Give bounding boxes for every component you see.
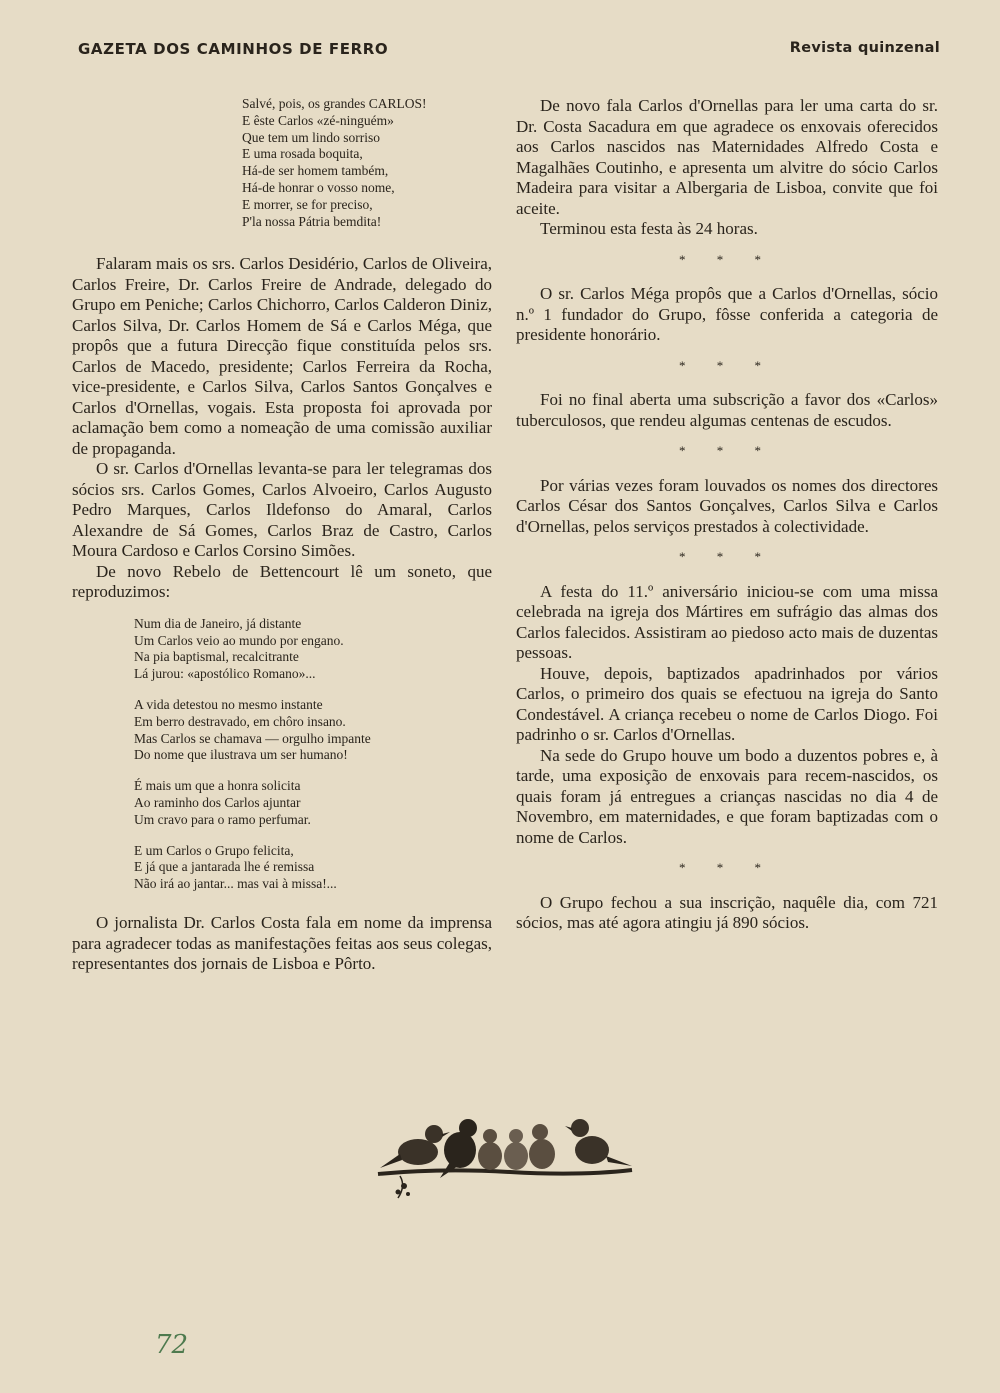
sonnet-stanza (134, 616, 492, 683)
poem-line: Há-de honrar o vosso nome, (242, 179, 395, 195)
sonnet-line: A vida detestou no mesmo instante (134, 697, 323, 713)
paragraph-subscription: Foi no final aberta uma subscrição a favor dos «Carlos» tuberculosos, que rendeu algumas centenas de escudos. (516, 390, 938, 430)
sonnet-line: Lá jurou: «apostólico Romano»... (134, 666, 316, 682)
page-number: 72 (155, 1330, 189, 1360)
page-header (78, 40, 940, 64)
paragraph-sonnet-intro: De novo Rebelo de Bettencourt lê um soneto, que reproduzimos: (72, 561, 492, 602)
sonnet-line: Um cravo para o ramo perfumar. (134, 811, 311, 827)
sonnet-stanza (134, 843, 492, 893)
poem-line: P'la nossa Pátria bemdita! (242, 213, 382, 229)
poem-line: E êste Carlos «zé-ninguém» (242, 112, 394, 128)
poem-line: E morrer, se for preciso, (242, 196, 373, 212)
sonnet-line: Em berro destravado, em chôro insano. (134, 713, 346, 729)
sonnet-line: É mais um que a honra solicita (134, 778, 301, 794)
left-column (72, 96, 492, 975)
paragraph-baptisms: Houve, depois, baptizados apadrinhados por vários Carlos, o primeiro dos quais se efectuou na igreja do Santo Condestável. A criança recebeu o nome de Carlos Diogo. Foi padrinho o sr. Carlos d'Ornellas. (516, 663, 938, 744)
poem-line: Há-de ser homem também, (242, 163, 389, 179)
magazine-subtitle: Revista quinzenal (789, 40, 940, 56)
paragraph-letter: De novo fala Carlos d'Ornellas para ler uma carta do sr. Dr. Costa Sacadura em que agradece os enxovais oferecidos aos Carlos nascidos nas Maternidades Alfredo Costa e Magalhães Coutinho, e apresenta um alvitre do sócio Carlos Madeira para visitar a Albergaria de Lisboa, convite que foi aceite. (516, 96, 938, 218)
poem-salve (242, 96, 492, 230)
section-separator: * * * (679, 357, 775, 373)
sonnet-line: E um Carlos o Grupo felicita, (134, 842, 294, 858)
sonnet-line: Mas Carlos se chamava — orgulho impante (134, 730, 371, 746)
sonnet-stanza (134, 778, 492, 828)
sonnet-line: Não irá ao jantar... mas vai à missa!... (134, 876, 337, 892)
paragraph-speakers: Falaram mais os srs. Carlos Desidério, Carlos de Oliveira, Carlos Freire, Dr. Carlos Freire de Andrade, delegado do Grupo em Peniche; Carlos Chichorro, Carlos Calderon Diniz, Carlos Silva, Dr. Carlos Homem de Sá e Carlos Méga, que propôs que a futura Direcção fique constituída pelos srs. Carlos de Macedo, presidente; Carlos Ferreira da Rocha, vice-presidente, e Carlos Silva, Carlos Santos Gonçalves e Carlos d'Ornellas, vogais. Esta proposta foi aprovada por aclamação bem como a nomeação de uma comissão auxiliar de propaganda. (72, 254, 492, 458)
section-separator: * * * (679, 549, 775, 564)
paragraph-exhibition: Na sede do Grupo houve um bodo a duzentos pobres e, à tarde, uma exposição de enxovais para recem-nascidos, os quais foram já entregues a crianças nascidas no dia 4 de Novembro, em maternidades, e que foram baptizadas com o nome de Carlos. (516, 745, 938, 847)
paragraph-end-time: Terminou esta festa às 24 horas. (540, 219, 758, 238)
section-separator: * * * (679, 251, 775, 267)
magazine-title: GAZETA DOS CAMINHOS DE FERRO (78, 40, 389, 58)
section-separator: * * * (679, 860, 775, 875)
sonnet (134, 616, 492, 893)
paragraph-membership: O Grupo fechou a sua inscrição, naquêle dia, com 721 sócios, mas até agora atingiu já 890 sócios. (516, 892, 938, 932)
sonnet-line: Num dia de Janeiro, já distante (134, 615, 302, 631)
poem-line: Salvé, pois, os grandes CARLOS! (242, 96, 427, 111)
poem-line: E uma rosada boquita, (242, 146, 363, 162)
paragraph-telegrams: O sr. Carlos d'Ornellas levanta-se para ler telegramas dos sócios srs. Carlos Gomes, Carlos Alvoeiro, Carlos Augusto Pedro Marques, Carlos Ildefonso do Amaral, Carlos Alexandre de Sá Gomes, Carlos Braz de Castro, Carlos Moura Cardoso e Carlos Corsino Simões. (72, 459, 492, 561)
paragraph-anniversary: A festa do 11.º aniversário iniciou-se com uma missa celebrada na igreja dos Mártires em sufrágio das almas dos Carlos falecidos. Assistiram ao piedoso acto mais de duzentas pessoas. (516, 581, 938, 662)
right-column (516, 96, 938, 934)
paragraph-directors: Por várias vezes foram louvados os nomes dos directores Carlos César dos Santos Gonçalves, Carlos Silva e Carlos d'Ornellas, pelos serviços prestados à colectividade. (516, 475, 938, 536)
sonnet-line: Ao raminho dos Carlos ajuntar (134, 795, 301, 811)
paragraph-journalist: O jornalista Dr. Carlos Costa fala em nome da imprensa para agradecer todas as manifestações feitas aos seus colegas, representantes dos jornais de Lisboa e Pôrto. (72, 913, 492, 974)
sonnet-stanza (134, 697, 492, 764)
paragraph-honorary-president: O sr. Carlos Méga propôs que a Carlos d'Ornellas, sócio n.º 1 fundador do Grupo, fôsse conferida a categoria de presidente honorário. (516, 284, 938, 344)
poem-line: Que tem um lindo sorriso (242, 129, 380, 145)
section-separator: * * * (679, 443, 775, 458)
sonnet-line: Na pia baptismal, recalcitrante (134, 649, 299, 665)
birds-on-branch-icon (370, 1112, 640, 1204)
sonnet-line: Do nome que ilustrava um ser humano! (134, 747, 348, 763)
sonnet-line: Um Carlos veio ao mundo por engano. (134, 632, 344, 648)
sonnet-line: E já que a jantarada lhe é remissa (134, 859, 315, 875)
